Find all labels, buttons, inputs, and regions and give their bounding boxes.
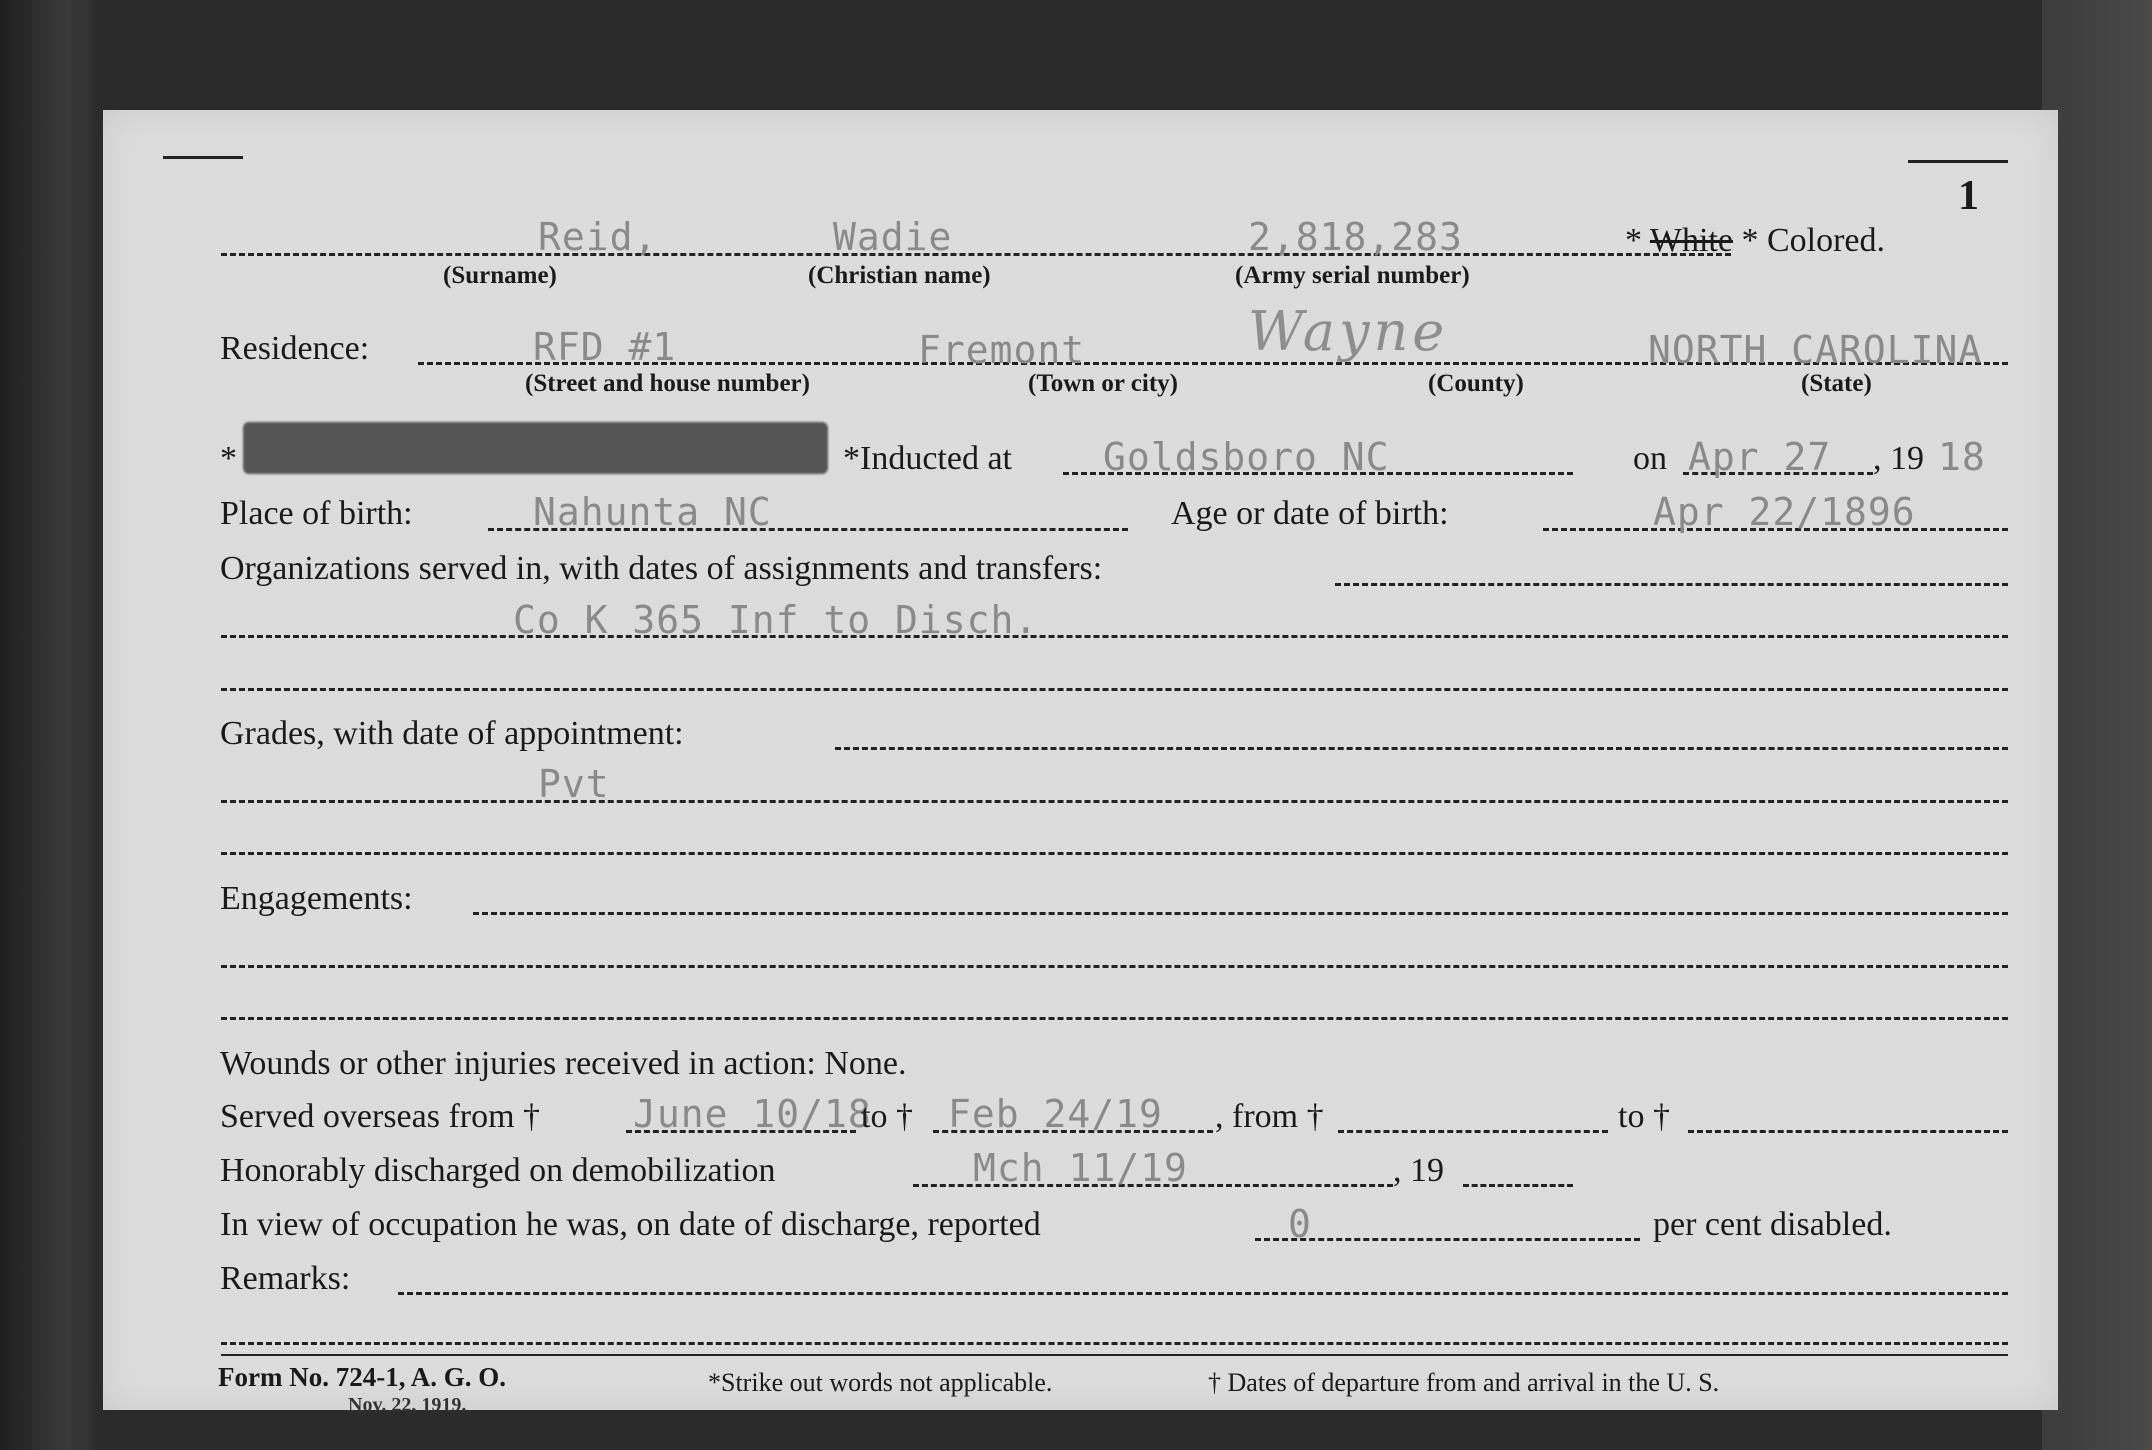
age-label: Age or date of birth: [1171,495,1449,532]
organizations-line-3 [221,688,2008,691]
discharge-label: Honorably discharged on demobilization [220,1152,776,1189]
inducted-place-value: Goldsboro NC [1103,435,1390,479]
organizations-value: Co K 365 Inf to Disch. [513,598,1039,642]
disabled-line [1255,1238,1640,1241]
grades-line-3 [221,852,2008,855]
from2-label: , from † [1215,1098,1324,1135]
year-prefix: , 19 [1873,440,1924,477]
organizations-line-2 [221,635,2008,638]
enlisted-asterisk: * [220,440,237,477]
caption-town: (Town or city) [1028,370,1178,397]
inducted-label: *Inducted at [843,440,1012,477]
disabled-label: per cent disabled. [1653,1206,1892,1243]
overseas-from-value: June 10/18 [633,1092,872,1136]
grades-line-1 [835,747,2008,750]
surname-value: Reid, [538,215,658,259]
disabled-value: 0 [1288,1202,1312,1246]
top-left-mark [163,156,243,159]
remarks-line-1 [398,1292,2008,1295]
race-colored: Colored. [1766,222,1886,259]
caption-county: (County) [1428,370,1524,397]
on-label: on [1633,440,1667,477]
overseas-to-label: to † [861,1098,913,1135]
form-date: Nov. 22, 1919. [348,1394,467,1416]
background-left [0,0,95,1450]
grade-value: Pvt [538,762,610,806]
engagements-line-3 [221,1017,2008,1020]
birth-place-label: Place of birth: [220,495,413,532]
discharge-date-value: Mch 11/19 [973,1146,1188,1190]
enlisted-redaction [243,422,828,474]
caption-street: (Street and house number) [525,370,810,397]
footer-rule [221,1354,2008,1356]
street-value: RFD #1 [533,325,677,369]
organizations-label: Organizations served in, with dates of assignments and transfers: [220,550,1103,587]
state-value: NORTH CAROLINA [1648,328,1983,372]
overseas-to-value: Feb 24/19 [948,1092,1163,1136]
remarks-line-2 [221,1342,2008,1345]
year-suffix: 18 [1938,435,1986,479]
caption-surname: (Surname) [443,262,557,289]
caption-christian-name: (Christian name) [808,262,991,289]
to2-label: to † [1618,1098,1670,1135]
birth-date-value: Apr 22/1896 [1653,490,1916,534]
top-right-mark [1908,160,2008,163]
to2-line [1688,1130,2008,1133]
town-value: Fremont [918,328,1086,372]
county-value: Wayne [1248,300,1449,363]
name-line [221,253,1731,256]
caption-state: (State) [1801,370,1872,397]
engagements-label: Engagements: [220,880,413,917]
service-record-card [103,110,2058,1416]
page-number: 1 [1958,173,1979,219]
strike-note: *Strike out words not applicable. [708,1368,1053,1397]
birth-place-value: Nahunta NC [533,490,772,534]
remarks-label: Remarks: [220,1260,351,1297]
grades-label: Grades, with date of appointment: [220,715,684,752]
from2-line [1338,1130,1608,1133]
caption-serial-number: (Army serial number) [1235,262,1470,289]
background-right [2042,0,2152,1450]
form-number: Form No. 724-1, A. G. O. [218,1362,506,1392]
race-white: White [1649,222,1733,259]
residence-label: Residence: [220,330,370,367]
grades-line-2 [221,800,2008,803]
wounds-text: Wounds or other injuries received in action: None. [220,1045,907,1082]
inducted-date-value: Apr 27 [1688,435,1832,479]
occupation-label: In view of occupation he was, on date of discharge, reported [220,1206,1041,1243]
serial-number-value: 2,818,283 [1248,215,1463,259]
discharge-year-label: , 19 [1393,1152,1444,1189]
dates-note: † Dates of departure from and arrival in the U. S. [1208,1368,1720,1397]
race-field: * White * Colored. [1625,222,1886,259]
organizations-line-1 [1335,583,2008,586]
engagements-line-1 [473,912,2008,915]
discharge-year-line [1463,1184,1573,1187]
christian-name-value: Wadie [833,215,953,259]
engagements-line-2 [221,965,2008,968]
overseas-label: Served overseas from † [220,1098,541,1135]
